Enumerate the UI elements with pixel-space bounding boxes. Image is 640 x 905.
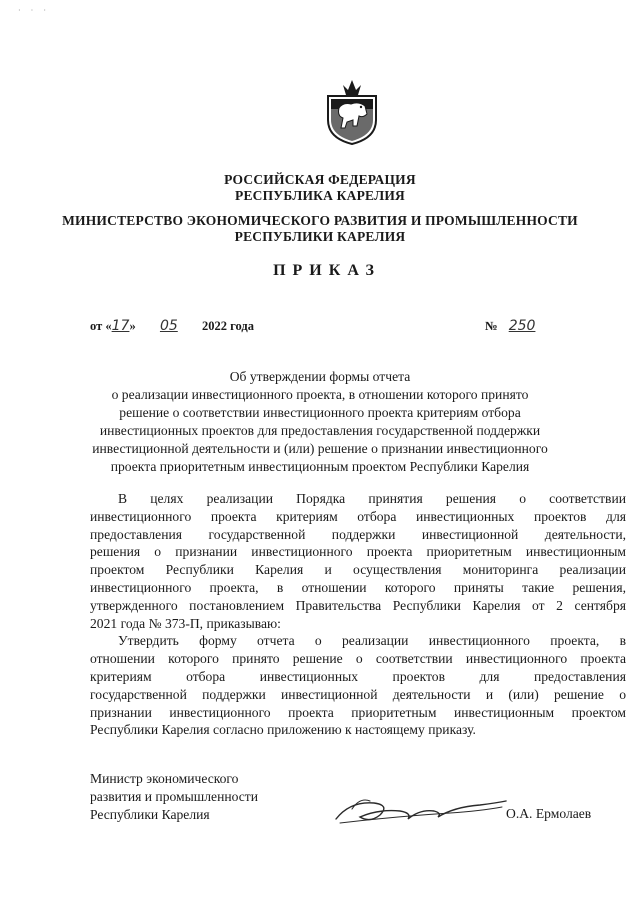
subject-line: инвестиционных проектов для предоставления государственной поддержки <box>99 423 541 438</box>
signatory-name: О.А. Ермолаев <box>506 806 592 821</box>
subject-line: инвестиционной деятельности и (или) решение о признании инвестиционного <box>92 441 548 456</box>
number-value: 250 <box>508 318 536 334</box>
document-type-title: ПРИКАЗ <box>273 262 381 279</box>
document-subject <box>0 368 640 476</box>
ministry-line-2: РЕСПУБЛИКИ КАРЕЛИЯ <box>234 229 406 244</box>
date-year: 2022 года <box>202 319 254 333</box>
document-number <box>485 318 535 334</box>
body-line: предоставления государственной поддержки инвестиционной деятельности, <box>90 526 626 542</box>
handwritten-signature <box>330 783 510 833</box>
body-line: 2021 года № 373-П, приказываю: <box>90 615 281 631</box>
body-line: проектом Республики Карелия и осуществления мониторинга реализации <box>90 562 626 578</box>
signatory-title-line: развития и промышленности <box>90 789 258 804</box>
body-line: Республики Карелия согласно приложению к настоящему приказу. <box>90 722 476 738</box>
signatory-title-line: Министр экономического <box>90 771 239 786</box>
date-day: 17 <box>111 318 130 334</box>
body-line: критериям отбора инвестиционных проектов для предоставления <box>90 668 626 684</box>
subject-line: Об утверждении формы отчета <box>229 369 411 384</box>
body-line: государственной поддержки инвестиционной деятельности и (или) решение о <box>90 686 626 702</box>
region-name: РЕСПУБЛИКА КАРЕЛИЯ <box>235 188 405 203</box>
signatory-title-line: Республики Карелия <box>90 807 210 822</box>
body-line: инвестиционного проекта критериям отбора инвестиционных проектов для <box>90 508 626 524</box>
body-line: инвестиционного проекта, в отношении которого приняты такие решения, <box>90 579 626 595</box>
subject-line: решение о соответствии инвестиционного проекта критериям отбора <box>119 405 521 420</box>
date-mid: » <box>129 319 136 333</box>
document-date <box>90 318 254 334</box>
subject-line: проекта приоритетным инвестиционным проектом Республики Карелия <box>110 459 530 474</box>
signatory-title <box>90 770 258 824</box>
body-line: В целях реализации Порядка принятия решения о соответствии <box>118 491 626 506</box>
scan-artifact: · · · <box>18 6 50 15</box>
header-country-block <box>0 172 640 204</box>
number-prefix: № <box>485 319 498 333</box>
subject-line: о реализации инвестиционного проекта, в отношении которого принято <box>111 387 529 402</box>
karelia-emblem-icon <box>325 78 379 146</box>
paragraph-order <box>90 632 626 739</box>
body-line: Утвердить форму отчета о реализации инвестиционного проекта, в <box>118 633 626 649</box>
ministry-line-1: МИНИСТЕРСТВО ЭКОНОМИЧЕСКОГО РАЗВИТИЯ И ПРОМЫШЛЕННОСТИ <box>62 213 578 228</box>
body-line: признании инвестиционного проекта приоритетным инвестиционным проектом <box>90 704 626 720</box>
date-month: 05 <box>159 318 178 334</box>
body-line: решения о признании инвестиционного проекта приоритетным инвестиционным <box>90 544 626 560</box>
body-line: отношении которого принято решение о соответствии инвестиционного проекта <box>90 651 626 667</box>
ministry-name <box>0 213 640 245</box>
country-name: РОССИЙСКАЯ ФЕДЕРАЦИЯ <box>224 172 416 187</box>
document-body <box>90 490 626 739</box>
body-line: утвержденного постановлением Правительства Республики Карелия от 2 сентября <box>90 597 626 613</box>
paragraph-preamble <box>90 490 626 632</box>
date-prefix: от « <box>90 319 112 333</box>
